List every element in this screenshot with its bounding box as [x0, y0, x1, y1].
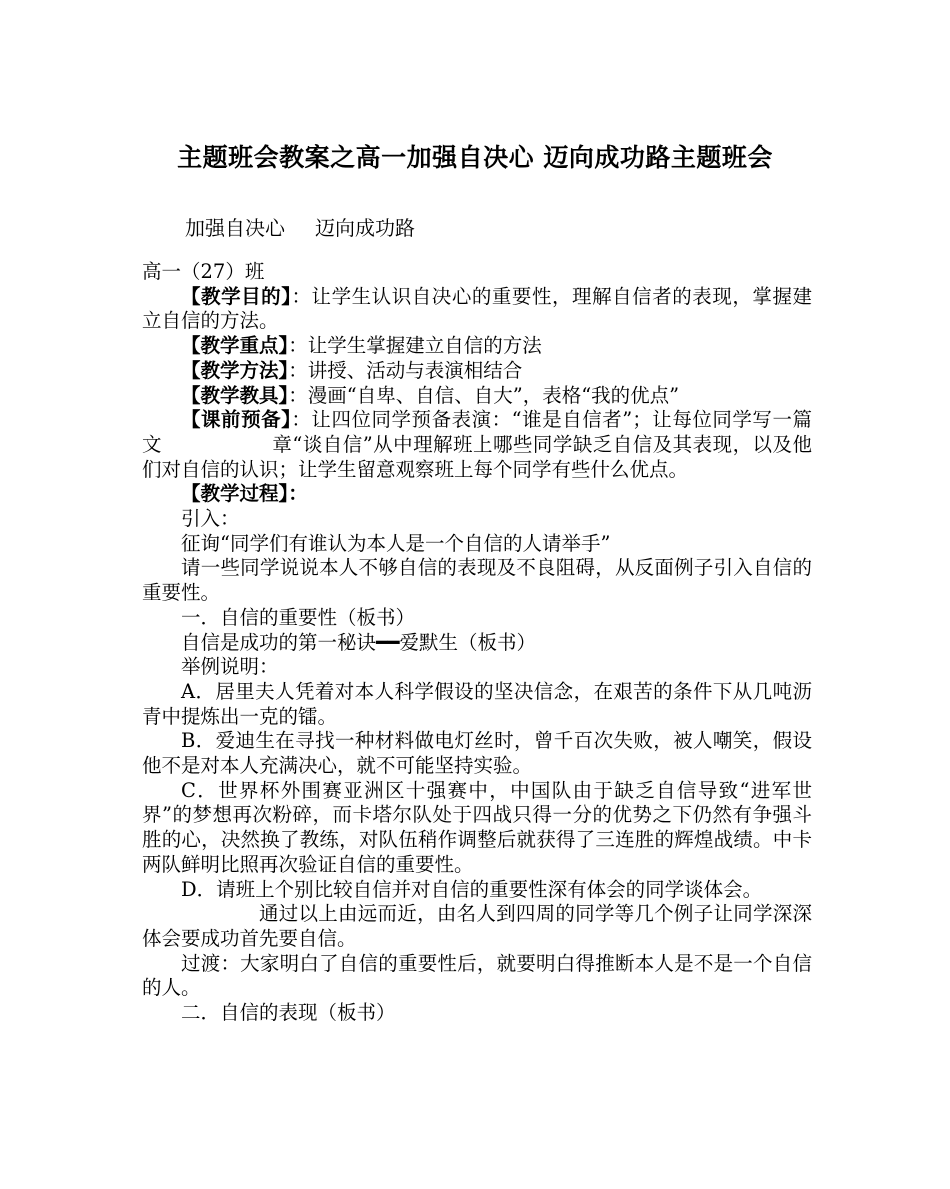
examples-label: 举例说明：	[181, 655, 279, 679]
section-heading-1: 一．自信的重要性（板书）	[181, 605, 416, 629]
purpose-label: 【教学目的】	[181, 284, 292, 308]
example-d: D．请班上个别比较自信并对自信的重要性深有体会的同学谈体会。	[181, 877, 763, 901]
subtitle-part-a: 加强自决心	[185, 216, 285, 240]
process-label: 【教学过程】	[181, 482, 289, 506]
process-colon: ：	[288, 482, 308, 506]
method-text: ：讲授、活动与表演相结合	[288, 358, 523, 382]
prep-label: 【课前预备】	[181, 408, 292, 432]
prep-paragraph	[142, 408, 812, 482]
prep-text-b: 章“谈自信”从中理解班上哪些同学缺乏自信及其表现，以及他们对自信的认识；让学生留意观察班上每个同学有些什么优点。	[142, 432, 812, 481]
process-paragraph	[142, 482, 812, 507]
method-paragraph	[142, 359, 812, 384]
focus-label: 【教学重点】	[181, 334, 289, 358]
example-b: B．爱迪生在寻找一种材料做电灯丝时，曾千百次失败，被人嘲笑，假设他不是对本人充满决心，就不可能坚持实验。	[142, 729, 812, 778]
example-c: C．世界杯外围赛亚洲区十强赛中，中国队由于缺乏自信导致“进军世界”的梦想再次粉碎，而卡塔尔队处于四战只得一分的优势之下仍然有争强斗胜的心，决然换了教练，对队伍稍作调整后就获得了三连胜的辉煌战绩。中卡两队鲜明比照再次验证自信的重要性。	[142, 778, 812, 876]
section-heading-2: 二．自信的表现（板书）	[181, 1001, 396, 1025]
intro-question: 征询“同学们有谁认为本人是一个自信的人请举手”	[181, 531, 611, 555]
example-a: A．居里夫人凭着对本人科学假设的坚决信念，在艰苦的条件下从几吨沥青中提炼出一克的镭。	[142, 679, 812, 728]
tools-label: 【教学教具】	[181, 383, 289, 407]
document-subtitle	[185, 212, 415, 241]
purpose-paragraph	[142, 285, 812, 334]
prep-text-a: ：让四位同学预备表演：“谁是自信者”；让每位同学写一篇文	[142, 408, 812, 456]
intro-label: 引入：	[181, 507, 240, 531]
class-name: 高一（27）班	[142, 260, 265, 283]
method-label: 【教学方法】	[181, 358, 289, 382]
document-body	[142, 260, 812, 1026]
focus-paragraph	[142, 334, 812, 359]
transition-paragraph: 过渡：大家明白了自信的重要性后，就要明白得推断本人是不是一个自信的人。	[142, 951, 812, 1000]
tools-paragraph	[142, 384, 812, 409]
purpose-text: ：让学生认识自决心的重要性，理解自信者的表现，掌握建立自信的方法。	[142, 284, 812, 333]
subtitle-part-b: 迈向成功路	[315, 216, 415, 240]
tools-text: ：漫画“自卑、自信、自大”，表格“我的优点”	[288, 383, 680, 407]
focus-text: ：让学生掌握建立自信的方法	[288, 334, 542, 358]
summary-paragraph: 通过以上由远而近，由名人到四周的同学等几个例子让同学深深体会要成功首先要自信。	[142, 902, 812, 950]
intro-text: 请一些同学说说本人不够自信的表现及不良阻碍，从反面例子引入自信的重要性。	[142, 556, 812, 605]
emerson-quote: 自信是成功的第一秘诀━━爱默生（板书）	[181, 630, 536, 654]
document-title: 主题班会教案之高一加强自决心 迈向成功路主题班会	[177, 143, 773, 172]
